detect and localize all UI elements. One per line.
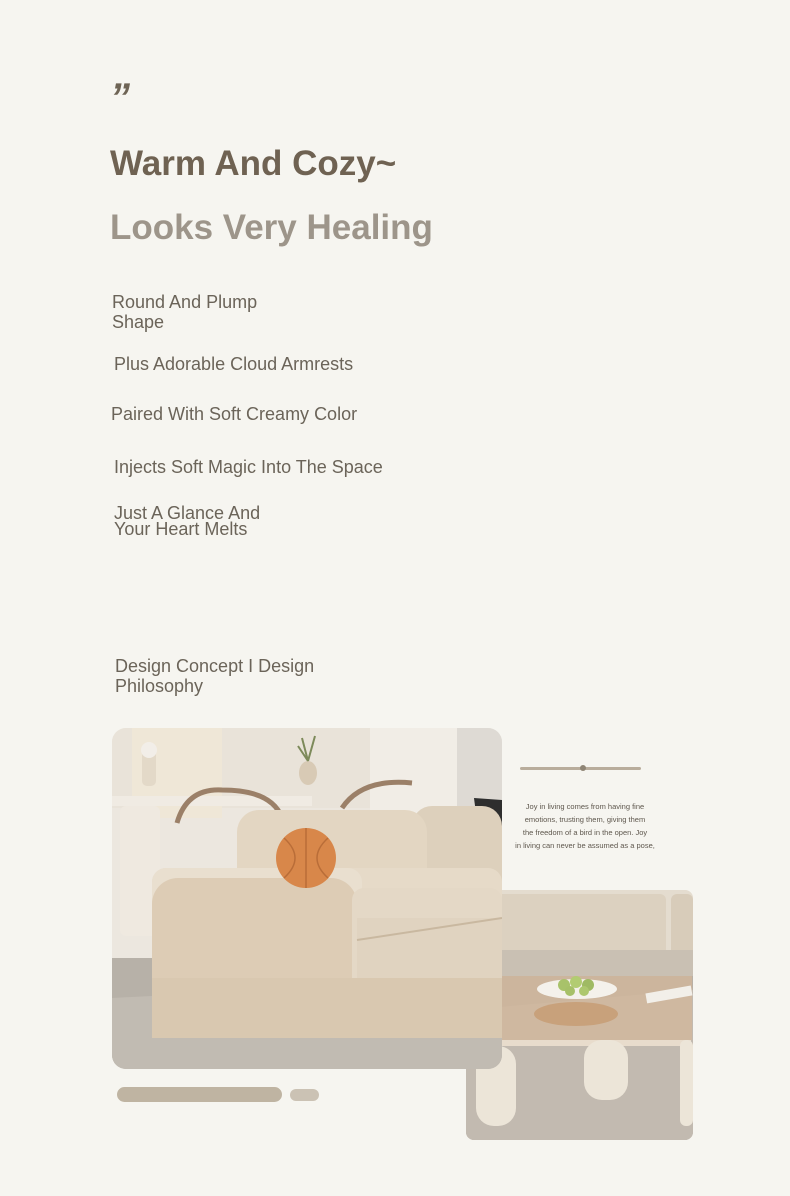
feature-cloud-armrests: Plus Adorable Cloud Armrests	[114, 354, 354, 374]
sofa-photo	[112, 728, 502, 1069]
divider-dot	[580, 765, 586, 771]
design-concept-heading: Design Concept I Design Philosophy	[115, 656, 315, 696]
quote-mark: ”	[110, 76, 130, 120]
feature-creamy-color: Paired With Soft Creamy Color	[111, 404, 358, 424]
title-looks-very-healing: Looks Very Healing	[110, 208, 433, 247]
sofa-illustration	[112, 728, 502, 1069]
decorative-bar-short	[290, 1089, 319, 1101]
feature-round-plump-shape: Round And Plump Shape	[112, 292, 258, 332]
feature-soft-magic: Injects Soft Magic Into The Space	[114, 457, 383, 477]
title-warm-and-cozy: Warm And Cozy~	[110, 144, 397, 183]
feature-heart-melts: Just A Glance And Your Heart Melts	[114, 503, 261, 539]
joy-quote-text: Joy in living comes from having fine emotions, trusting them, giving them the freedom of a bird in the open. Joy in living can never be assumed as a pose,	[515, 802, 655, 850]
decorative-bar-long	[117, 1087, 282, 1102]
